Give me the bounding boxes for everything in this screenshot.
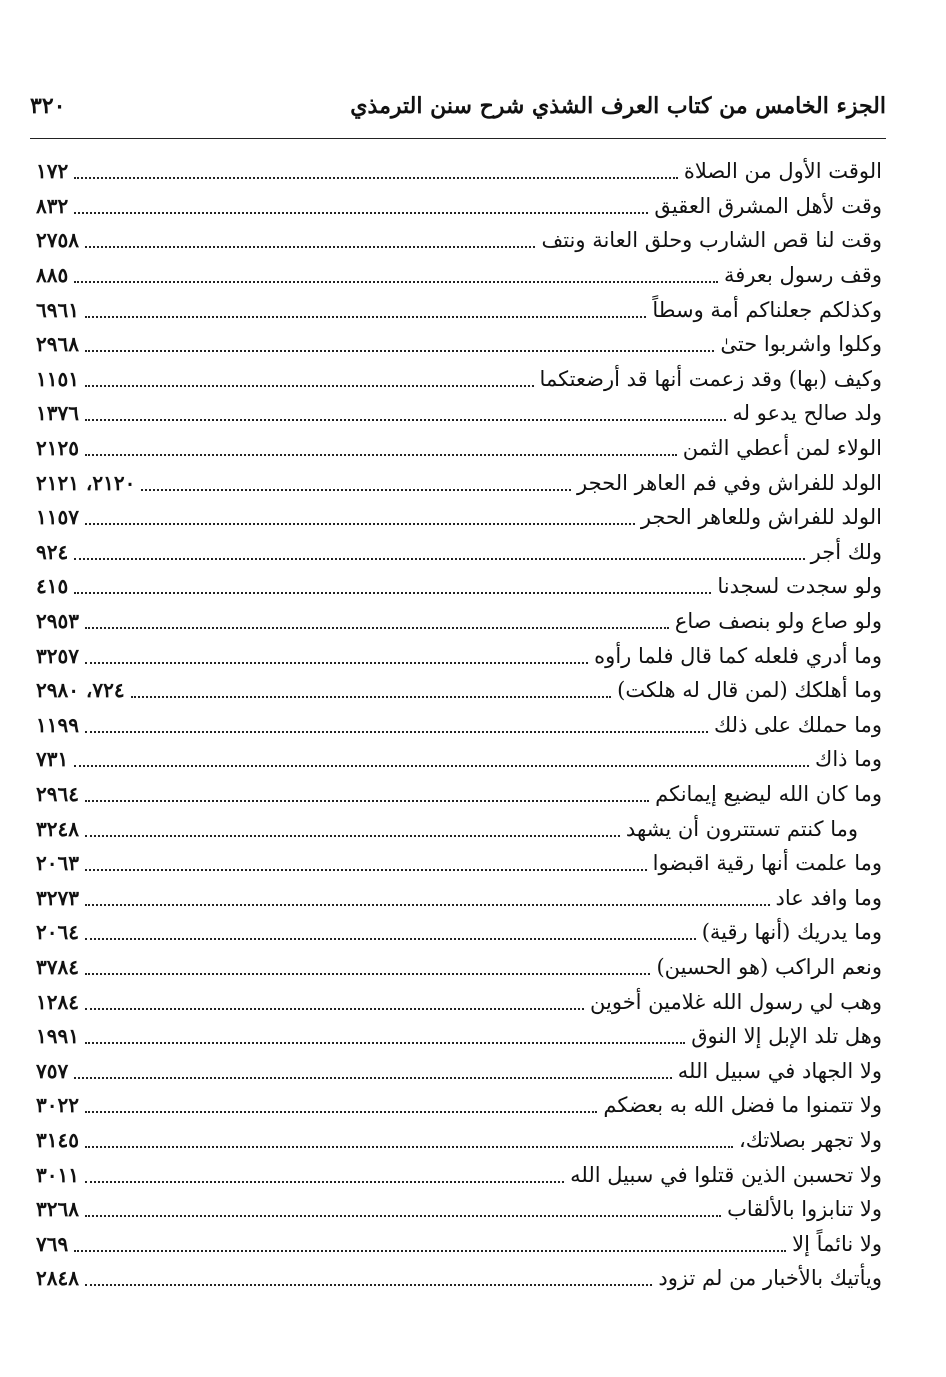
dot-leader bbox=[74, 765, 809, 767]
entry-reference-number: ٨٨٥ bbox=[36, 263, 69, 288]
entry-reference-number: ٢٠٦٤ bbox=[36, 920, 79, 945]
entry-text: ولا تجهر بصلاتك، bbox=[738, 1127, 882, 1152]
index-entry bbox=[36, 1088, 882, 1123]
page-number: ٣٢٠ bbox=[30, 93, 66, 119]
entry-text: وهب لي رسول الله غلامين أخوين bbox=[590, 989, 882, 1014]
entry-reference-number: ٣٢٧٣ bbox=[36, 885, 79, 910]
entry-reference-number: ٣٧٨٤ bbox=[36, 954, 79, 979]
entry-text: الولاء لمن أعطي الثمن bbox=[682, 436, 882, 461]
entry-text: ونعم الراكب (هو الحسين) bbox=[656, 954, 882, 979]
index-list bbox=[36, 154, 882, 1296]
entry-reference-number: ٢١٢٥ bbox=[36, 436, 79, 461]
dot-leader bbox=[85, 1284, 652, 1286]
entry-text: ولا تتمنوا ما فضل الله به بعضكم bbox=[603, 1093, 882, 1118]
dot-leader bbox=[85, 627, 669, 629]
index-entry bbox=[36, 1192, 882, 1227]
index-entry bbox=[36, 1226, 882, 1261]
entry-reference-number: ٢٠٦٣ bbox=[36, 851, 79, 876]
entry-text: ولا تحسبن الذين قتلوا في سبيل الله bbox=[570, 1162, 882, 1187]
dot-leader bbox=[74, 1250, 786, 1252]
header-title: الجزء الخامس من كتاب العرف الشذي شرح سنن الترمذي bbox=[350, 93, 886, 119]
dot-leader bbox=[85, 350, 714, 352]
dot-leader bbox=[85, 869, 647, 871]
entry-reference-number: ٩٢٤ bbox=[36, 539, 69, 564]
index-entry bbox=[36, 880, 882, 915]
dot-leader bbox=[85, 835, 620, 837]
entry-reference-number: ١٩٩١ bbox=[36, 1024, 79, 1049]
index-entry bbox=[36, 742, 882, 777]
index-entry bbox=[36, 327, 882, 362]
dot-leader bbox=[131, 696, 612, 698]
index-entry bbox=[36, 431, 882, 466]
entry-reference-number: ٧٥٧ bbox=[36, 1058, 69, 1083]
entry-reference-number: ٧٢٤، ٢٩٨٠ bbox=[36, 678, 125, 703]
entry-text: وكيف (بها) وقد زعمت أنها قد أرضعتكما bbox=[539, 366, 882, 391]
entry-text: وقت لنا قص الشارب وحلق العانة ونتف bbox=[541, 228, 882, 253]
dot-leader bbox=[85, 1111, 597, 1113]
entry-text: ولا الجهاد في سبيل الله bbox=[677, 1058, 882, 1083]
entry-reference-number: ٦٩٦١ bbox=[36, 297, 79, 322]
entry-text: وما أدري فلعله كما قال فلما رأوه bbox=[594, 643, 882, 668]
index-entry bbox=[36, 811, 882, 846]
dot-leader bbox=[85, 1181, 564, 1183]
entry-reference-number: ٨٣٢ bbox=[36, 193, 69, 218]
entry-reference-number: ٣٢٥٧ bbox=[36, 643, 79, 668]
entry-text: وما أهلكك (لمن قال له هلكت) bbox=[617, 678, 882, 703]
entry-text: ولا نائماً إلا bbox=[792, 1231, 882, 1256]
dot-leader bbox=[85, 246, 535, 248]
entry-reference-number: ١١٥٧ bbox=[36, 505, 79, 530]
dot-leader bbox=[74, 592, 711, 594]
dot-leader bbox=[141, 489, 571, 491]
dot-leader bbox=[85, 1215, 721, 1217]
dot-leader bbox=[85, 973, 650, 975]
dot-leader bbox=[85, 731, 708, 733]
entry-text: وقف رسول بعرفة bbox=[724, 263, 882, 288]
index-entry bbox=[36, 1157, 882, 1192]
entry-reference-number: ١١٩٩ bbox=[36, 712, 79, 737]
entry-text: وقت لأهل المشرق العقيق bbox=[654, 193, 882, 218]
index-entry bbox=[36, 292, 882, 327]
index-entry bbox=[36, 984, 882, 1019]
entry-reference-number: ٢٨٤٨ bbox=[36, 1266, 79, 1291]
dot-leader bbox=[85, 316, 646, 318]
entry-reference-number: ٢٩٥٣ bbox=[36, 609, 79, 634]
entry-text: الولد للفراش وللعاهر الحجر bbox=[640, 505, 882, 530]
index-entry bbox=[36, 1123, 882, 1158]
index-entry bbox=[36, 915, 882, 950]
entry-reference-number: ٢١٢٠، ٢١٢١ bbox=[36, 470, 136, 495]
header-rule bbox=[30, 138, 886, 139]
entry-reference-number: ١٧٢ bbox=[36, 159, 69, 184]
dot-leader bbox=[85, 419, 726, 421]
entry-text: وما علمت أنها رقية اقبضوا bbox=[652, 851, 882, 876]
index-entry bbox=[36, 154, 882, 189]
index-entry bbox=[36, 535, 882, 570]
dot-leader bbox=[85, 938, 696, 940]
entry-text: وما يدريك (أنها رقية) bbox=[701, 920, 882, 945]
dot-leader bbox=[74, 281, 718, 283]
entry-text: وهل تلد الإبل إلا النوق bbox=[691, 1024, 882, 1049]
entry-text: ولك أجر bbox=[810, 539, 882, 564]
index-entry bbox=[36, 777, 882, 812]
entry-reference-number: ٢٩٦٨ bbox=[36, 332, 79, 357]
entry-reference-number: ٧٣١ bbox=[36, 747, 69, 772]
index-entry bbox=[36, 396, 882, 431]
index-entry bbox=[36, 258, 882, 293]
entry-text: ولد صالح يدعو له bbox=[732, 401, 882, 426]
index-entry bbox=[36, 1019, 882, 1054]
index-entry bbox=[36, 708, 882, 743]
dot-leader bbox=[85, 523, 635, 525]
entry-reference-number: ٢٧٥٨ bbox=[36, 228, 79, 253]
dot-leader bbox=[85, 904, 770, 906]
dot-leader bbox=[85, 1042, 685, 1044]
dot-leader bbox=[74, 558, 804, 560]
dot-leader bbox=[85, 454, 677, 456]
dot-leader bbox=[85, 662, 588, 664]
entry-text: ولو سجدت لسجدنا bbox=[717, 574, 882, 599]
entry-text: وما حملك على ذلك bbox=[713, 712, 882, 737]
entry-reference-number: ٢٩٦٤ bbox=[36, 781, 79, 806]
index-entry bbox=[36, 465, 882, 500]
entry-reference-number: ٣٢٤٨ bbox=[36, 816, 79, 841]
entry-reference-number: ٤١٥ bbox=[36, 574, 69, 599]
dot-leader bbox=[85, 800, 649, 802]
entry-text: الوقت الأول من الصلاة bbox=[683, 159, 882, 184]
index-entry bbox=[36, 673, 882, 708]
entry-reference-number: ٣٢٦٨ bbox=[36, 1197, 79, 1222]
entry-text: وما كان الله ليضيع إيمانكم bbox=[655, 781, 882, 806]
running-header bbox=[30, 86, 886, 126]
entry-text: ولو صاع ولو بنصف صاع bbox=[674, 609, 882, 634]
index-entry bbox=[36, 569, 882, 604]
index-entry bbox=[36, 1053, 882, 1088]
entry-reference-number: ٣٠٢٢ bbox=[36, 1093, 79, 1118]
dot-leader bbox=[74, 212, 648, 214]
entry-text: وما ذاك bbox=[815, 747, 882, 772]
entry-reference-number: ٧٦٩ bbox=[36, 1231, 69, 1256]
dot-leader bbox=[85, 385, 534, 387]
index-entry bbox=[36, 638, 882, 673]
entry-reference-number: ١٣٧٦ bbox=[36, 401, 79, 426]
entry-reference-number: ١٢٨٤ bbox=[36, 989, 79, 1014]
index-entry bbox=[36, 846, 882, 881]
entry-reference-number: ١١٥١ bbox=[36, 366, 79, 391]
dot-leader bbox=[74, 177, 678, 179]
index-entry bbox=[36, 362, 882, 397]
entry-text: ولا تنابزوا بالألقاب bbox=[727, 1197, 882, 1222]
entry-text: الولد للفراش وفي فم العاهر الحجر bbox=[577, 470, 882, 495]
dot-leader bbox=[74, 1077, 672, 1079]
dot-leader bbox=[85, 1146, 733, 1148]
entry-text: وكذلكم جعلناكم أمة وسطاً bbox=[652, 297, 882, 322]
entry-text: ويأتيك بالأخبار من لم تزود bbox=[658, 1266, 882, 1291]
entry-text: وما وافد عاد bbox=[775, 885, 882, 910]
index-entry bbox=[36, 604, 882, 639]
entry-reference-number: ٣١٤٥ bbox=[36, 1127, 79, 1152]
index-entry bbox=[36, 223, 882, 258]
index-entry bbox=[36, 1261, 882, 1296]
index-entry bbox=[36, 500, 882, 535]
index-entry bbox=[36, 950, 882, 985]
entry-text: وما كنتم تستترون أن يشهد bbox=[625, 816, 858, 841]
dot-leader bbox=[85, 1008, 584, 1010]
entry-text: وكلوا واشربوا حتىٰ bbox=[720, 332, 882, 357]
entry-reference-number: ٣٠١١ bbox=[36, 1162, 79, 1187]
index-entry bbox=[36, 189, 882, 224]
